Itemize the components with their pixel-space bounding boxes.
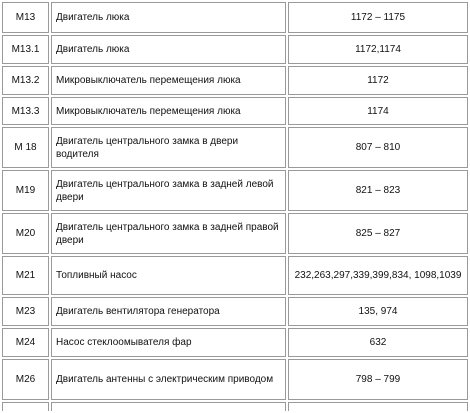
component-name: Двигатель центрального замка в двери водителя: [51, 127, 286, 168]
component-value: 1172,1174: [288, 35, 468, 64]
table-row: [2, 127, 468, 168]
component-value: 632: [288, 328, 468, 357]
component-name: Двигатель люка: [51, 35, 286, 64]
component-code: M13.2: [2, 66, 49, 95]
component-name: Микровыключатель перемещения люка: [51, 66, 286, 95]
component-code: M23: [2, 297, 49, 326]
table-row: [2, 35, 468, 64]
component-code: M20: [2, 213, 49, 254]
component-name: Насос стеклоомывателя фар: [51, 328, 286, 357]
component-name: Двигатель центрального замка в задней правой двери: [51, 213, 286, 254]
table-row: [2, 359, 468, 400]
component-name: Микровыключатель перемещения люка: [51, 97, 286, 125]
component-value: 1172 – 1175: [288, 2, 468, 33]
component-code: M19: [2, 170, 49, 211]
table-row: [2, 170, 468, 211]
table-row: [2, 97, 468, 125]
component-name: Двигатель вентилятора генератора: [51, 297, 286, 326]
component-name: Двигатель люка: [51, 2, 286, 33]
component-value: 1174: [288, 97, 468, 125]
table-row: [2, 297, 468, 326]
empty-cell: [2, 402, 49, 411]
component-value: 821 – 823: [288, 170, 468, 211]
component-code: M13.3: [2, 97, 49, 125]
empty-cell: [288, 402, 468, 411]
component-code: M21: [2, 256, 49, 295]
table-row: [2, 2, 468, 33]
component-value: 232,263,297,339,399,834, 1098,1039: [288, 256, 468, 295]
component-name: Двигатель антенны с электрическим приводом: [51, 359, 286, 400]
table-row-partial: [2, 402, 468, 411]
component-code: M13: [2, 2, 49, 33]
component-value: 807 – 810: [288, 127, 468, 168]
empty-cell: [51, 402, 286, 411]
table-row: [2, 213, 468, 254]
component-code: M13.1: [2, 35, 49, 64]
component-value: 1172: [288, 66, 468, 95]
component-code: M24: [2, 328, 49, 357]
table-row: [2, 328, 468, 357]
table-row: [2, 66, 468, 95]
component-name: Двигатель центрального замка в задней левой двери: [51, 170, 286, 211]
component-value: 135, 974: [288, 297, 468, 326]
component-name: Топливный насос: [51, 256, 286, 295]
table-row: [2, 256, 468, 295]
component-code: M 18: [2, 127, 49, 168]
component-value: 798 – 799: [288, 359, 468, 400]
component-code: M26: [2, 359, 49, 400]
component-value: 825 – 827: [288, 213, 468, 254]
